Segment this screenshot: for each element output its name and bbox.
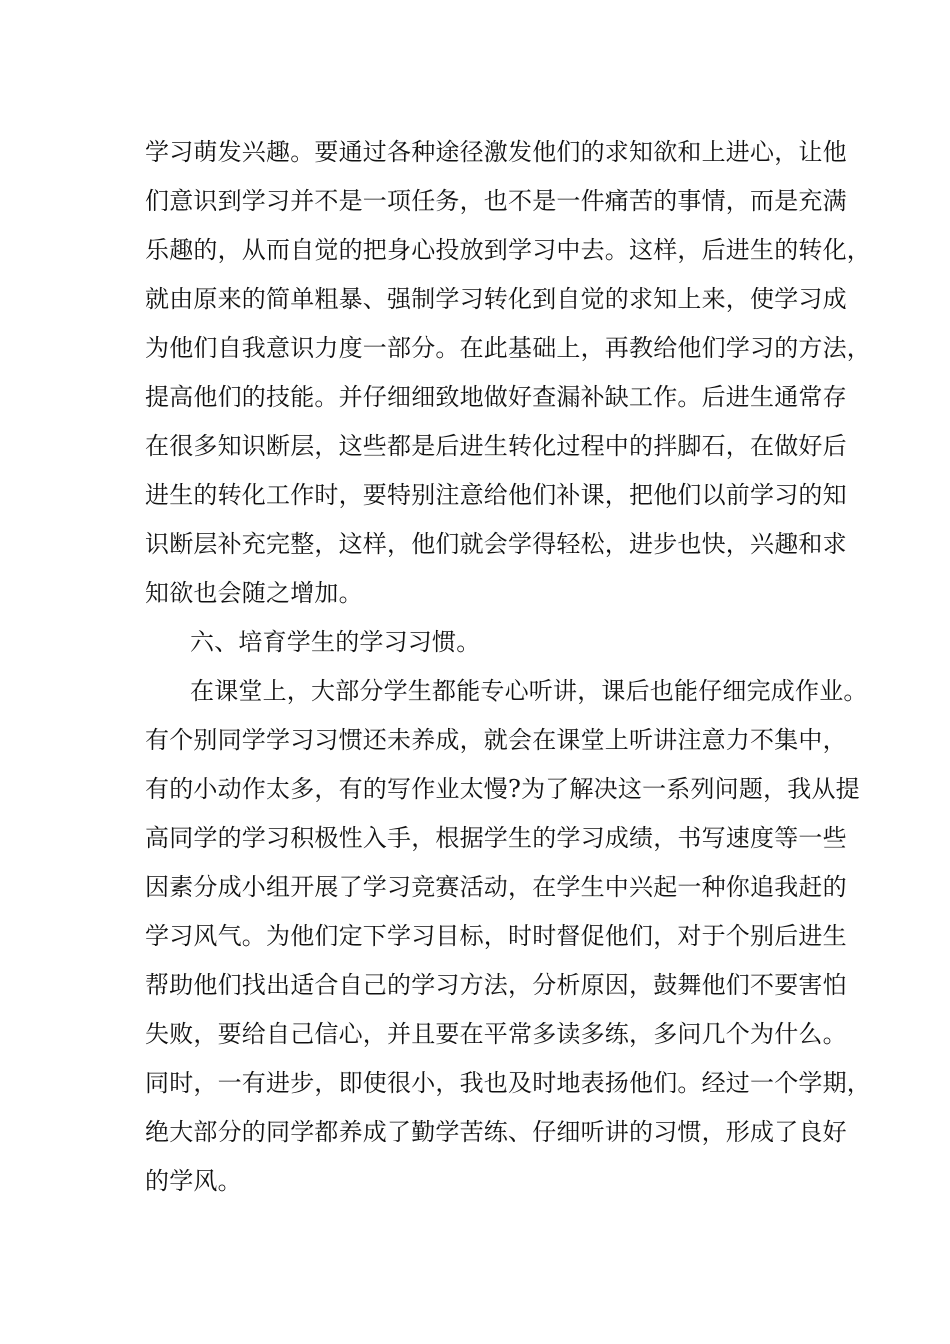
text-line: 知欲也会随之增加。 [145, 579, 363, 607]
text-line: 失败，要给自己信心，并且要在平常多读多练，多问几个为什么。 [145, 1020, 847, 1048]
text-line: 绝大部分的同学都养成了勤学苦练、仔细听讲的习惯，形成了良好 [145, 1118, 847, 1146]
text-line: 有的小动作太多，有的写作业太慢?为了解决这一系列问题，我从提 [145, 775, 860, 803]
text-line: 乐趣的，从而自觉的把身心投放到学习中去。这样，后进生的转化， [145, 236, 871, 264]
text-line: 帮助他们找出适合自己的学习方法，分析原因，鼓舞他们不要害怕 [145, 971, 847, 999]
text-line: 进生的转化工作时，要特别注意给他们补课，把他们以前学习的知 [145, 481, 847, 509]
text-line: 的学风。 [145, 1167, 242, 1195]
text-line: 学习萌发兴趣。要通过各种途径激发他们的求知欲和上进心，让他 [145, 138, 847, 166]
text-line: 识断层补充完整，这样，他们就会学得轻松，进步也快，兴趣和求 [145, 530, 847, 558]
text-line: 因素分成小组开展了学习竞赛活动，在学生中兴起一种你追我赶的 [145, 873, 847, 901]
text-line: 就由原来的简单粗暴、强制学习转化到自觉的求知上来，使学习成 [145, 285, 847, 313]
text-line: 同时，一有进步，即使很小，我也及时地表扬他们。经过一个学期， [145, 1069, 871, 1097]
text-line: 学习风气。为他们定下学习目标，时时督促他们，对于个别后进生 [145, 922, 847, 950]
text-line: 们意识到学习并不是一项任务，也不是一件痛苦的事情，而是充满 [145, 187, 847, 215]
text-line: 有个别同学学习习惯还未养成，就会在课堂上听讲注意力不集中， [145, 726, 847, 754]
text-line: 在很多知识断层，这些都是后进生转化过程中的拌脚石，在做好后 [145, 432, 847, 460]
text-line: 为他们自我意识力度一部分。在此基础上，再教给他们学习的方法， [145, 334, 871, 362]
section-heading: 六、培育学生的学习习惯。 [190, 628, 481, 656]
text-line: 在课堂上，大部分学生都能专心听讲，课后也能仔细完成作业。 [190, 677, 868, 705]
text-line: 高同学的学习积极性入手，根据学生的学习成绩，书写速度等一些 [145, 824, 847, 852]
text-line: 提高他们的技能。并仔细细致地做好查漏补缺工作。后进生通常存 [145, 383, 847, 411]
